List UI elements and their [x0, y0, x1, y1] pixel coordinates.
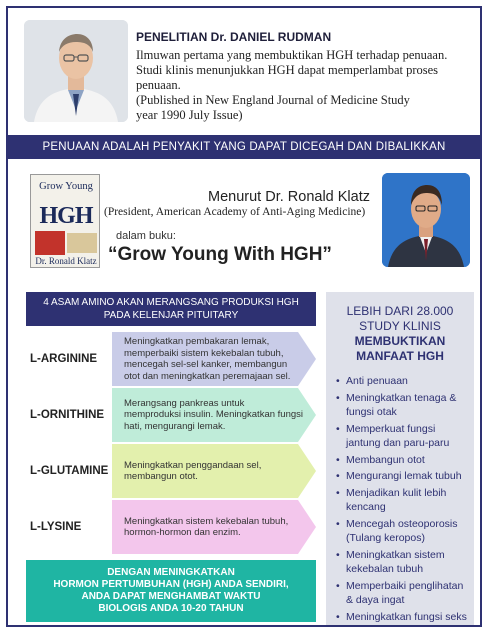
amino-acid-description: Meningkatkan penggandaan sel, membangun otot. — [124, 459, 262, 482]
benefit-item: • Membangun otot — [336, 453, 470, 468]
aging-banner: PENUAAN ADALAH PENYAKIT YANG DAPAT DICEGAH DAN DIBALIKKAN — [8, 135, 480, 159]
hgh-benefit-callout — [26, 560, 316, 622]
amino-acid-arrow-box — [112, 332, 316, 386]
rudman-title: PENELITIAN Dr. DANIEL RUDMAN — [136, 30, 332, 44]
amino-acid-arrow-box — [112, 500, 316, 554]
rudman-research-text — [136, 30, 476, 123]
callout-line: DENGAN MENINGKATKAN — [107, 567, 235, 578]
amino-header-line: PADA KELENJAR PITUITARY — [103, 310, 239, 321]
amino-acid-row — [22, 332, 316, 386]
book-cover-stripe — [67, 233, 97, 253]
amino-acid-row — [22, 444, 316, 498]
benefit-item: • Memperbaiki penglihatan & daya ingat — [336, 579, 470, 608]
benefit-item: • Anti penuaan — [336, 374, 470, 389]
benefit-item: • Mengurangi lemak tubuh — [336, 469, 470, 484]
benefit-item: • Meningkatkan fungsi seks — [336, 610, 470, 625]
amino-acid-arrow-box — [112, 388, 316, 442]
flyer-page — [6, 6, 482, 627]
rudman-line: Ilmuwan pertama yang membuktikan HGH terhadap penuaan. — [136, 48, 448, 62]
book-cover-title-top: Grow Young — [39, 181, 93, 192]
benefit-item: • Mencegah osteoporosis (Tulang keropos) — [336, 517, 470, 546]
callout-line: HORMON PERTUMBUHAN (HGH) ANDA SENDIRI, — [53, 579, 289, 590]
amino-acid-row — [22, 500, 316, 554]
callout-line: BIOLOGIS ANDA 10-20 TAHUN — [98, 603, 244, 614]
dr-rudman-photo — [24, 20, 128, 122]
studies-heading-line: STUDY KLINIS — [359, 319, 441, 333]
clinical-studies-panel — [326, 292, 474, 626]
klatz-role: (President, American Academy of Anti-Aging Medicine) — [104, 206, 366, 218]
benefit-item: • Meningkatkan sistem kekebalan tubuh — [336, 548, 470, 577]
amino-acid-name: L-LYSINE — [30, 521, 82, 533]
rudman-line: year 1990 July Issue) — [136, 108, 243, 122]
benefit-item: • Menjadikan kulit lebih kencang — [336, 486, 470, 515]
amino-acid-name: L-GLUTAMINE — [30, 465, 109, 477]
dr-klatz-photo — [382, 173, 470, 267]
amino-acid-name: L-ARGININE — [30, 353, 98, 365]
amino-acid-description: Meningkatkan pembakaran lemak, memperbaiki sistem kekebalan tubuh, mencegah sel-sel kanker, membangun otot dan meningkatkan peremajaan sel. — [124, 336, 291, 382]
callout-line: ANDA DAPAT MENGHAMBAT WAKTU — [81, 591, 261, 602]
hgh-benefits-list — [336, 374, 470, 626]
rudman-line: (Published in New England Journal of Medicine Study — [136, 93, 410, 107]
amino-acid-description: Merangsang pankreas untuk memproduksi insulin. Meningkatkan fungsi hati, mengurangi lemak. — [124, 397, 304, 432]
doctor-portrait-image — [382, 173, 470, 267]
benefit-item: • Memperkuat fungsi jantung dan paru-paru — [336, 422, 470, 451]
studies-heading-line: LEBIH DARI 28.000 — [346, 304, 454, 318]
amino-acid-arrow-box — [112, 444, 316, 498]
amino-acid-name: L-ORNITHINE — [30, 409, 105, 421]
amino-acid-description: Meningkatkan sistem kekebalan tubuh, hormon-hormon dan enzim. — [124, 515, 289, 538]
book-cover — [30, 174, 100, 268]
book-cover-title-main: HGH — [39, 203, 93, 229]
clinical-studies-heading — [326, 304, 474, 364]
doctor-portrait-image — [24, 20, 128, 122]
benefit-item: • Meningkatkan tenaga & fungsi otak — [336, 391, 470, 420]
studies-heading-line: MANFAAT HGH — [356, 349, 444, 363]
amino-acid-row — [22, 388, 316, 442]
rudman-line: Studi klinis menunjukkan HGH dapat memperlambat proses penuaan. — [136, 63, 439, 92]
amino-header-line: 4 ASAM AMINO AKAN MERANGSANG PRODUKSI HGH — [43, 297, 299, 308]
klatz-book-title: “Grow Young With HGH” — [108, 244, 332, 265]
klatz-name: Menurut Dr. Ronald Klatz — [208, 189, 370, 205]
studies-heading-line: MEMBUKTIKAN — [354, 334, 446, 348]
book-cover-author: Dr. Ronald Klatz — [35, 256, 97, 266]
klatz-book-intro: dalam buku: — [116, 230, 176, 242]
book-cover-stripe — [35, 231, 65, 255]
amino-acids-header — [26, 292, 316, 326]
